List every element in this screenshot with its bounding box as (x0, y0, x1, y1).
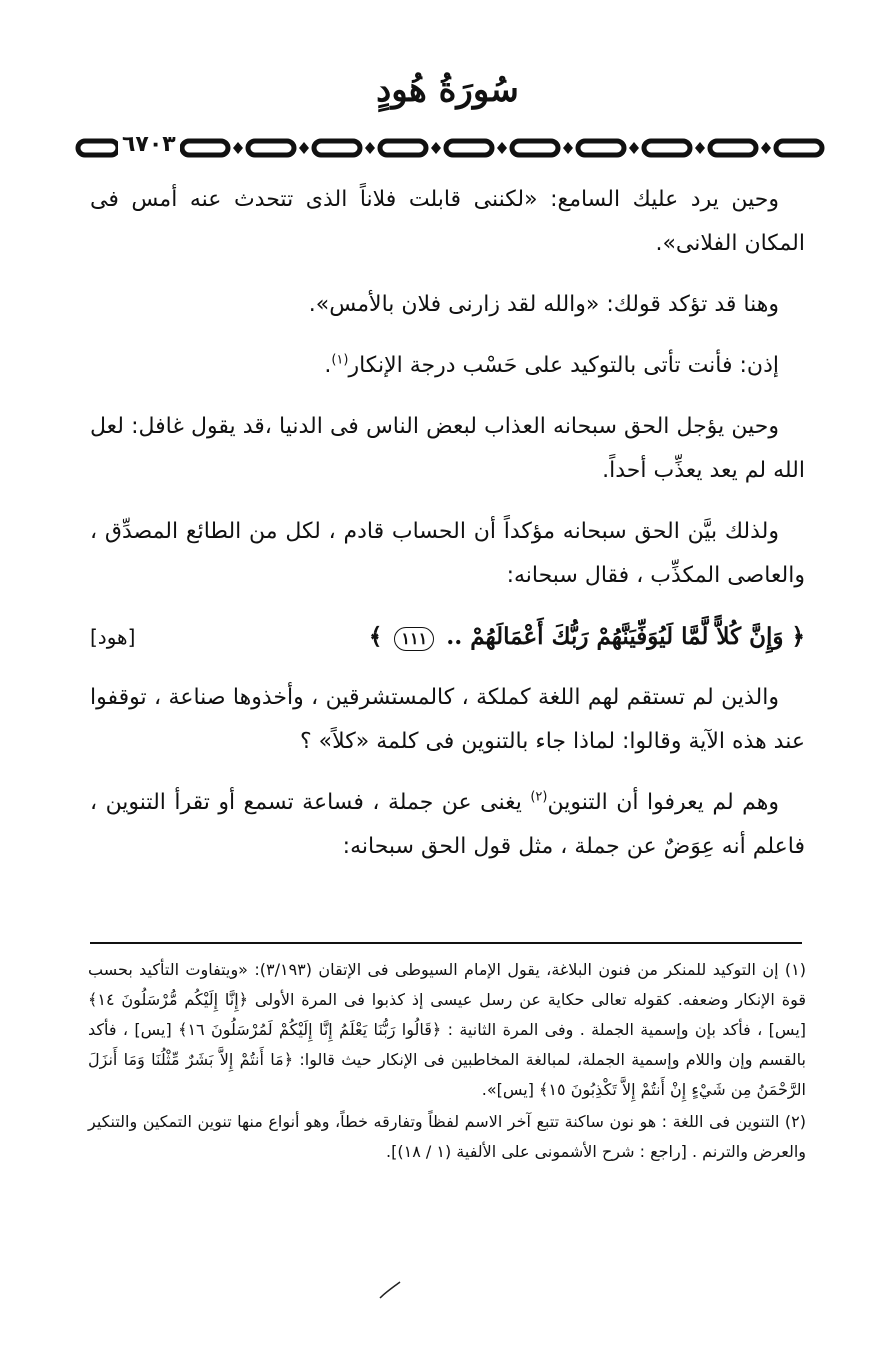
footnote-2: (٢) التنوين فى اللغة : هو نون ساكنة تتبع آخر الاسم لفظاً وتفارقه خطاً، وهو أنواع منها تنوين التمكين والتنكير والعرض والترنم . [راجع : شرح الأشمونى على الألفية (١ / ١٨)]. (88, 1112, 806, 1161)
paragraph-text: إذن: فأنت تأتى بالتوكيد على حَسْب درجة الإنكار (348, 353, 779, 378)
verse-close-bracket: ﴾ (368, 623, 383, 650)
page-number: ٦٧٠٣ (118, 132, 180, 157)
surah-reference: [هود] (90, 625, 136, 649)
paragraph-end: . (324, 353, 332, 378)
ayah-number: ١١١ (394, 627, 434, 651)
footnote-separator (90, 942, 802, 944)
paragraph (90, 344, 805, 388)
paragraph: وحين يرد عليك السامع: «لكننى قابلت فلاناً الذى تتحدث عنه أمس فى المكان الفلانى». (90, 187, 805, 256)
surah-title: سُورَةُ هُودٍ (376, 70, 519, 110)
paragraph (90, 781, 805, 869)
quran-verse (369, 615, 805, 659)
paragraph: والذين لم تستقم لهم اللغة كملكة ، كالمستشرقين ، وأخذوها صناعة ، توقفوا عند هذه الآية وقالوا: لماذا جاء بالتنوين فى كلمة «كلاً» ؟ (90, 685, 805, 754)
footnote-marker: (٢) (530, 789, 548, 805)
paragraph-text: وهم لم يعرفوا أن التنوين (547, 790, 779, 815)
verse-open-bracket: ﴿ (791, 623, 805, 650)
paragraph: ولذلك بيَّن الحق سبحانه مؤكداً أن الحساب قادم ، لكل من الطائع المصدِّق ، والعاصى المكذِّب ، فقال سبحانه: (90, 519, 805, 588)
paragraph: وحين يؤجل الحق سبحانه العذاب لبعض الناس فى الدنيا ،قد يقول غافل: لعل الله لم يعد يعذِّب أحداً. (90, 414, 805, 483)
footnote-1: (١) إن التوكيد للمنكر من فنون البلاغة، يقول الإمام السيوطى فى الإتقان (٣/١٩٣): «ويتفاوت التأكيد بحسب قوة الإنكار وضعفه. كقوله تعالى حكاية عن رسل عيسى إذ كذبوا فى المرة الأولى ﴿إِنَّا إِلَيْكُم مُّرْسَلُونَ ١٤﴾ [يس] ، فأكد بإن وإسمية الجملة . وفى المرة الثانية : ﴿قَالُوا رَبُّنَا يَعْلَمُ إِنَّا إِلَيْكُمْ لَمُرْسَلُونَ ١٦﴾ [يس] ، فأكد بالقسم وإن واللام وإسمية الجملة، لمبالغة المخاطبين فى الإنكار حيث قالوا: ﴿مَا أَنتُمْ إِلاَّ بَشَرٌ مِّثْلُنَا وَمَا أَنزَلَ الرَّحْمَنُ مِن شَيْءٍ إِنْ أَنتُمْ إِلاَّ تَكْذِبُونَ ١٥﴾ [يس]». (88, 960, 807, 1099)
paragraph: وهنا قد تؤكد قولك: «والله لقد زارنى فلان بالأمس». (308, 292, 779, 317)
ornamental-border (72, 133, 832, 163)
main-text (90, 178, 805, 886)
pen-mark (378, 1280, 402, 1300)
footnote-marker: (١) (331, 352, 349, 368)
footnotes (88, 955, 806, 1169)
paragraph-text: يغنى عن جملة ، فساعة تسمع أو تقرأ التنوين ، فاعلم أنه عِوَضٌ عن جملة ، مثل قول الحق سبحانه: (90, 790, 805, 859)
quran-verse-line (90, 615, 805, 659)
verse-text: وَإِنَّ كُلاًّ لَّمَّا لَيُوَفِّيَنَّهُمْ رَبُّكَ أَعْمَالَهُمْ .. (446, 623, 784, 650)
